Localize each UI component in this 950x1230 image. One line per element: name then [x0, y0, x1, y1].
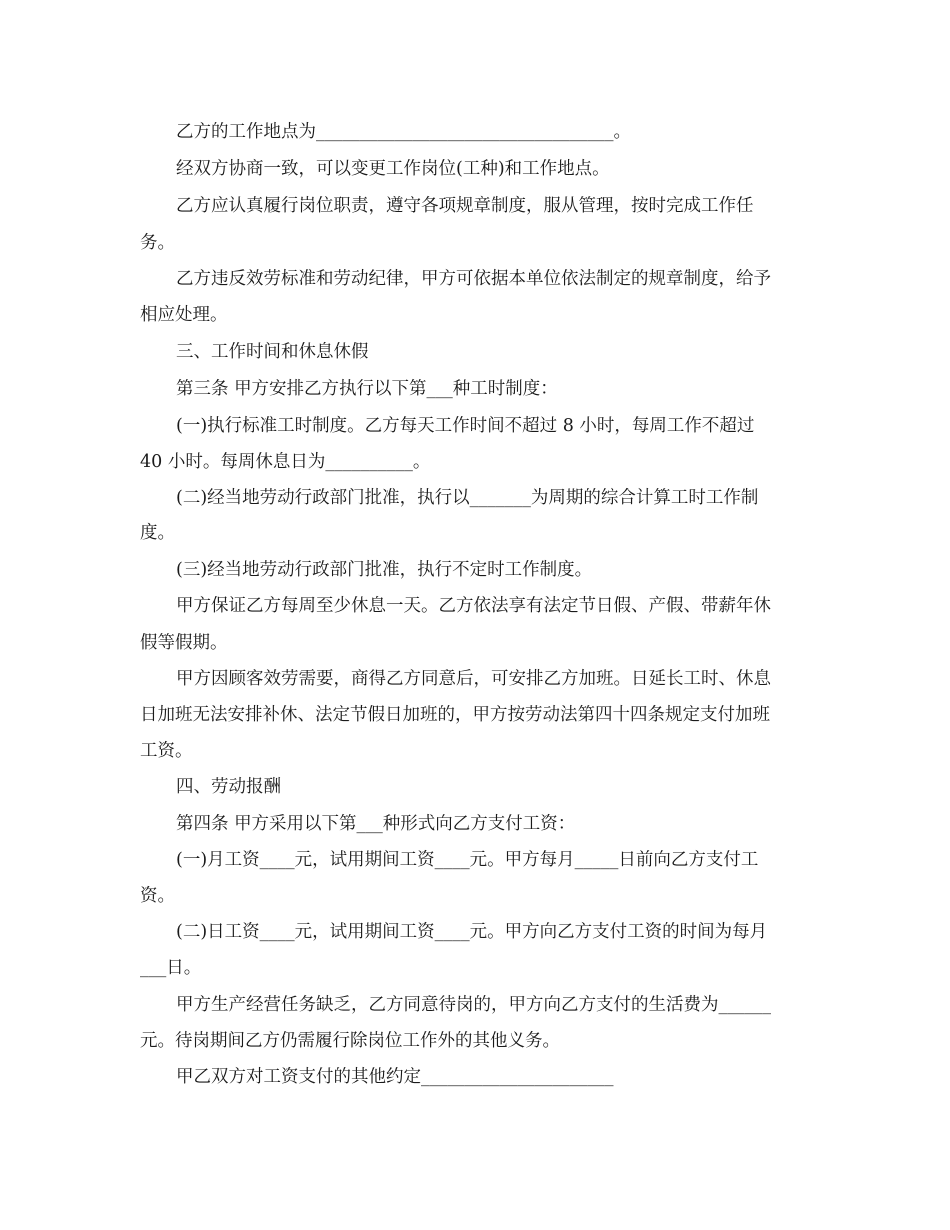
clause-3-2-line1: (二)经当地劳动行政部门批准，执行以_______为周期的综合计算工时工作制 — [176, 488, 759, 508]
paragraph-duties-line1: 乙方应认真履行岗位职责，遵守各项规章制度，服从管理，按时完成工作任 — [176, 196, 754, 216]
paragraph-standby-line2: 元。待岗期间乙方仍需履行除岗位工作外的其他义务。 — [140, 1031, 560, 1051]
paragraph-discipline-line1: 乙方违反效劳标准和劳动纪律，甲方可依据本单位依法制定的规章制度，给予 — [176, 269, 771, 289]
paragraph-overtime-line2: 日加班无法安排补休、法定节假日加班的，甲方按劳动法第四十四条规定支付加班 — [140, 705, 770, 725]
article-4: 第四条 甲方采用以下第___种形式向乙方支付工资： — [176, 814, 576, 834]
paragraph-change-position: 经双方协商一致，可以变更工作岗位(工种)和工作地点。 — [176, 159, 610, 179]
paragraph-overtime-line1: 甲方因顾客效劳需要，商得乙方同意后，可安排乙方加班。日延长工时、休息 — [176, 669, 771, 689]
paragraph-discipline-line2: 相应处理。 — [140, 305, 228, 325]
clause-4-2-line1: (二)日工资____元，试用期间工资____元。甲方向乙方支付工资的时间为每月 — [176, 922, 768, 942]
clause-4-2-line2: ___日。 — [140, 958, 202, 978]
clause-3-3: (三)经当地劳动行政部门批准，执行不定时工作制度。 — [176, 560, 593, 580]
paragraph-rest-line2: 假等假期。 — [140, 633, 228, 653]
paragraph-other-agreement: 甲乙双方对工资支付的其他约定______________________ — [176, 1067, 614, 1087]
article-3: 第三条 甲方安排乙方执行以下第___种工时制度： — [176, 379, 558, 399]
paragraph-overtime-line3: 工资。 — [140, 741, 193, 761]
paragraph-rest-line1: 甲方保证乙方每周至少休息一天。乙方依法享有法定节日假、产假、带薪年休 — [176, 596, 771, 616]
section-heading-3: 三、工作时间和休息休假 — [176, 342, 369, 362]
clause-3-1-line2: 40 小时。每周休息日为__________。 — [140, 452, 431, 472]
paragraph-duties-line2: 务。 — [140, 233, 175, 253]
paragraph-work-location: 乙方的工作地点为__________________________________。 — [176, 122, 631, 142]
clause-3-1-line1: (一)执行标准工时制度。乙方每天工作时间不超过 8 小时，每周工作不超过 — [176, 416, 755, 436]
clause-4-1-line1: (一)月工资____元，试用期间工资____元。甲方每月_____日前向乙方支付工 — [176, 850, 759, 870]
clause-3-2-line2: 度。 — [140, 523, 175, 543]
clause-4-1-line2: 资。 — [140, 886, 175, 906]
section-heading-4: 四、劳动报酬 — [176, 777, 281, 797]
paragraph-standby-line1: 甲方生产经营任务缺乏，乙方同意待岗的，甲方向乙方支付的生活费为______ — [176, 995, 771, 1015]
